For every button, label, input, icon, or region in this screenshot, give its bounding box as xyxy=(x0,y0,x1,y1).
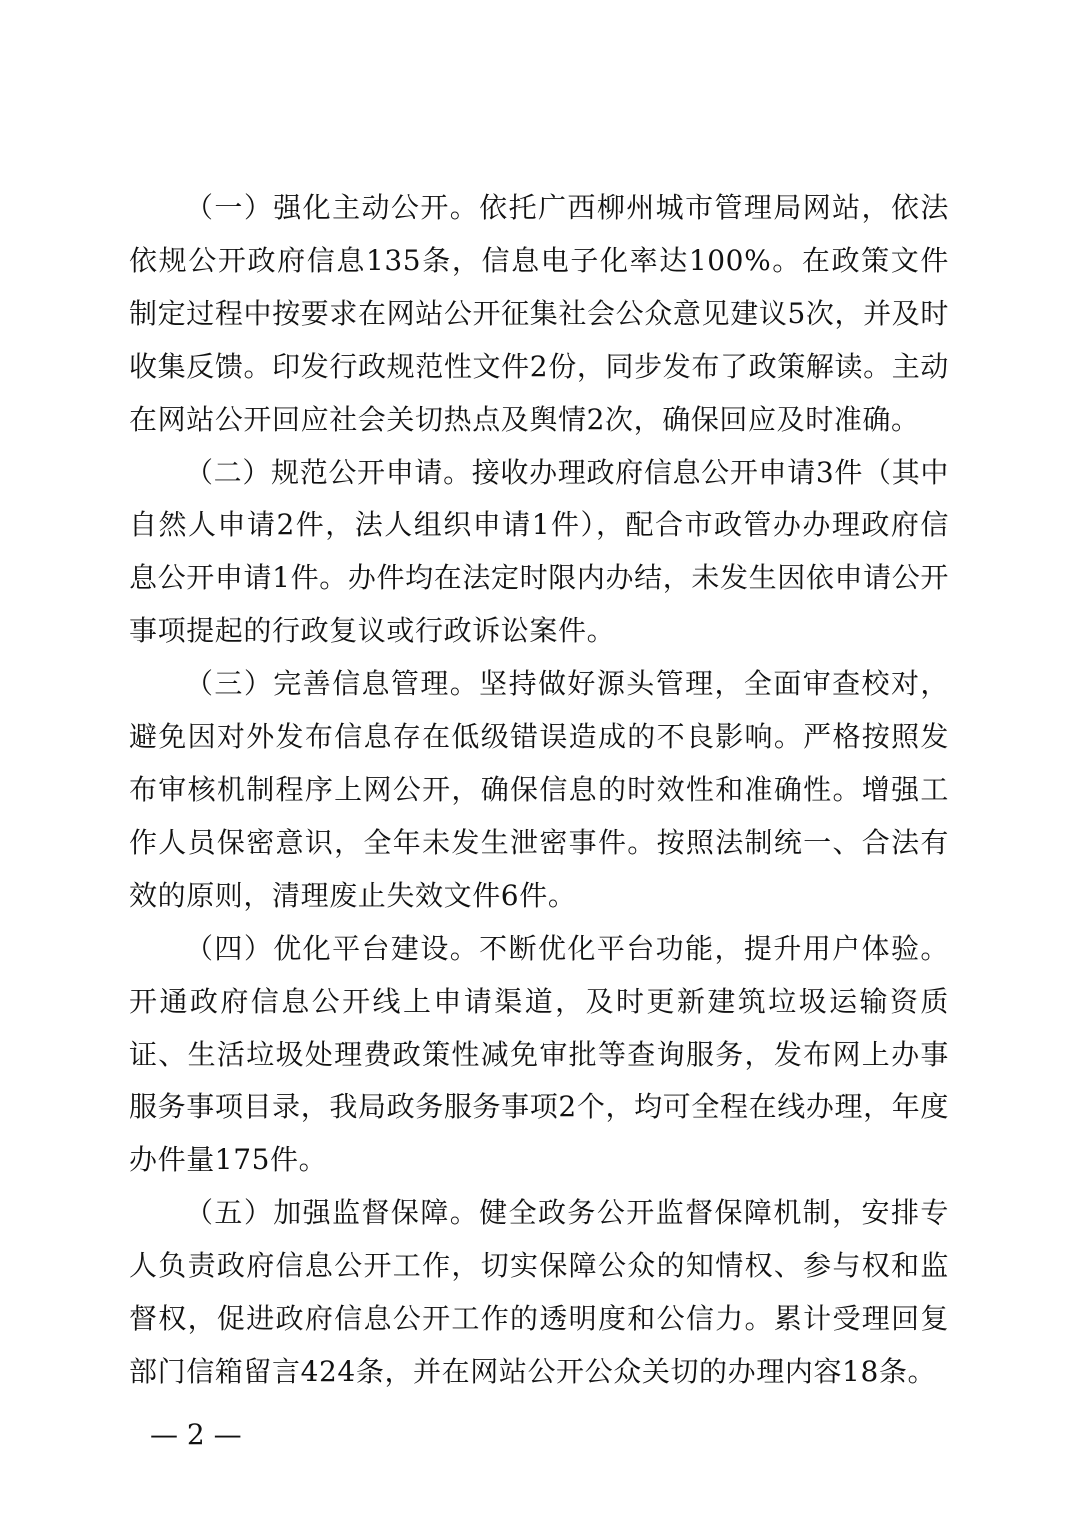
paragraph-disclosure-requests: （二）规范公开申请。接收办理政府信息公开申请3件（其中自然人申请2件，法人组织申请1件），配合市政管办办理政府信息公开申请1件。办件均在法定时限内办结，未发生因依申请公开事项提起的行政复议或行政诉讼案件。 xyxy=(129,455,949,648)
paragraph-supervision-guarantee: （五）加强监督保障。健全政务公开监督保障机制，安排专人负责政府信息公开工作，切实保障公众的知情权、参与权和监督权，促进政府信息公开工作的透明度和公信力。累计受理回复部门信箱留言424条，并在网站公开公众关切的办理内容18条。 xyxy=(129,1196,949,1388)
document-body xyxy=(129,182,949,1399)
paragraph-information-management: （三）完善信息管理。坚持做好源头管理，全面审查校对，避免因对外发布信息存在低级错误造成的不良影响。严格按照发布审核机制程序上网公开，确保信息的时效性和准确性。增强工作人员保密意识，全年未发生泄密事件。按照法制统一、合法有效的原则，清理废止失效文件6件。 xyxy=(129,667,949,912)
page-number: — 2 — xyxy=(150,1418,242,1451)
paragraph-platform-construction: （四）优化平台建设。不断优化平台功能，提升用户体验。开通政府信息公开线上申请渠道，及时更新建筑垃圾运输资质证、生活垃圾处理费政策性减免审批等查询服务，发布网上办事服务事项目录，我局政务服务事项2个，均可全程在线办理，年度办件量175件。 xyxy=(129,931,949,1177)
paragraph-proactive-disclosure: （一）强化主动公开。依托广西柳州城市管理局网站，依法依规公开政府信息135条，信息电子化率达100%。在政策文件制定过程中按要求在网站公开征集社会公众意见建议5次，并及时收集反馈。印发行政规范性文件2份，同步发布了政策解读。主动在网站公开回应社会关切热点及舆情2次，确保回应及时准确。 xyxy=(129,191,949,436)
